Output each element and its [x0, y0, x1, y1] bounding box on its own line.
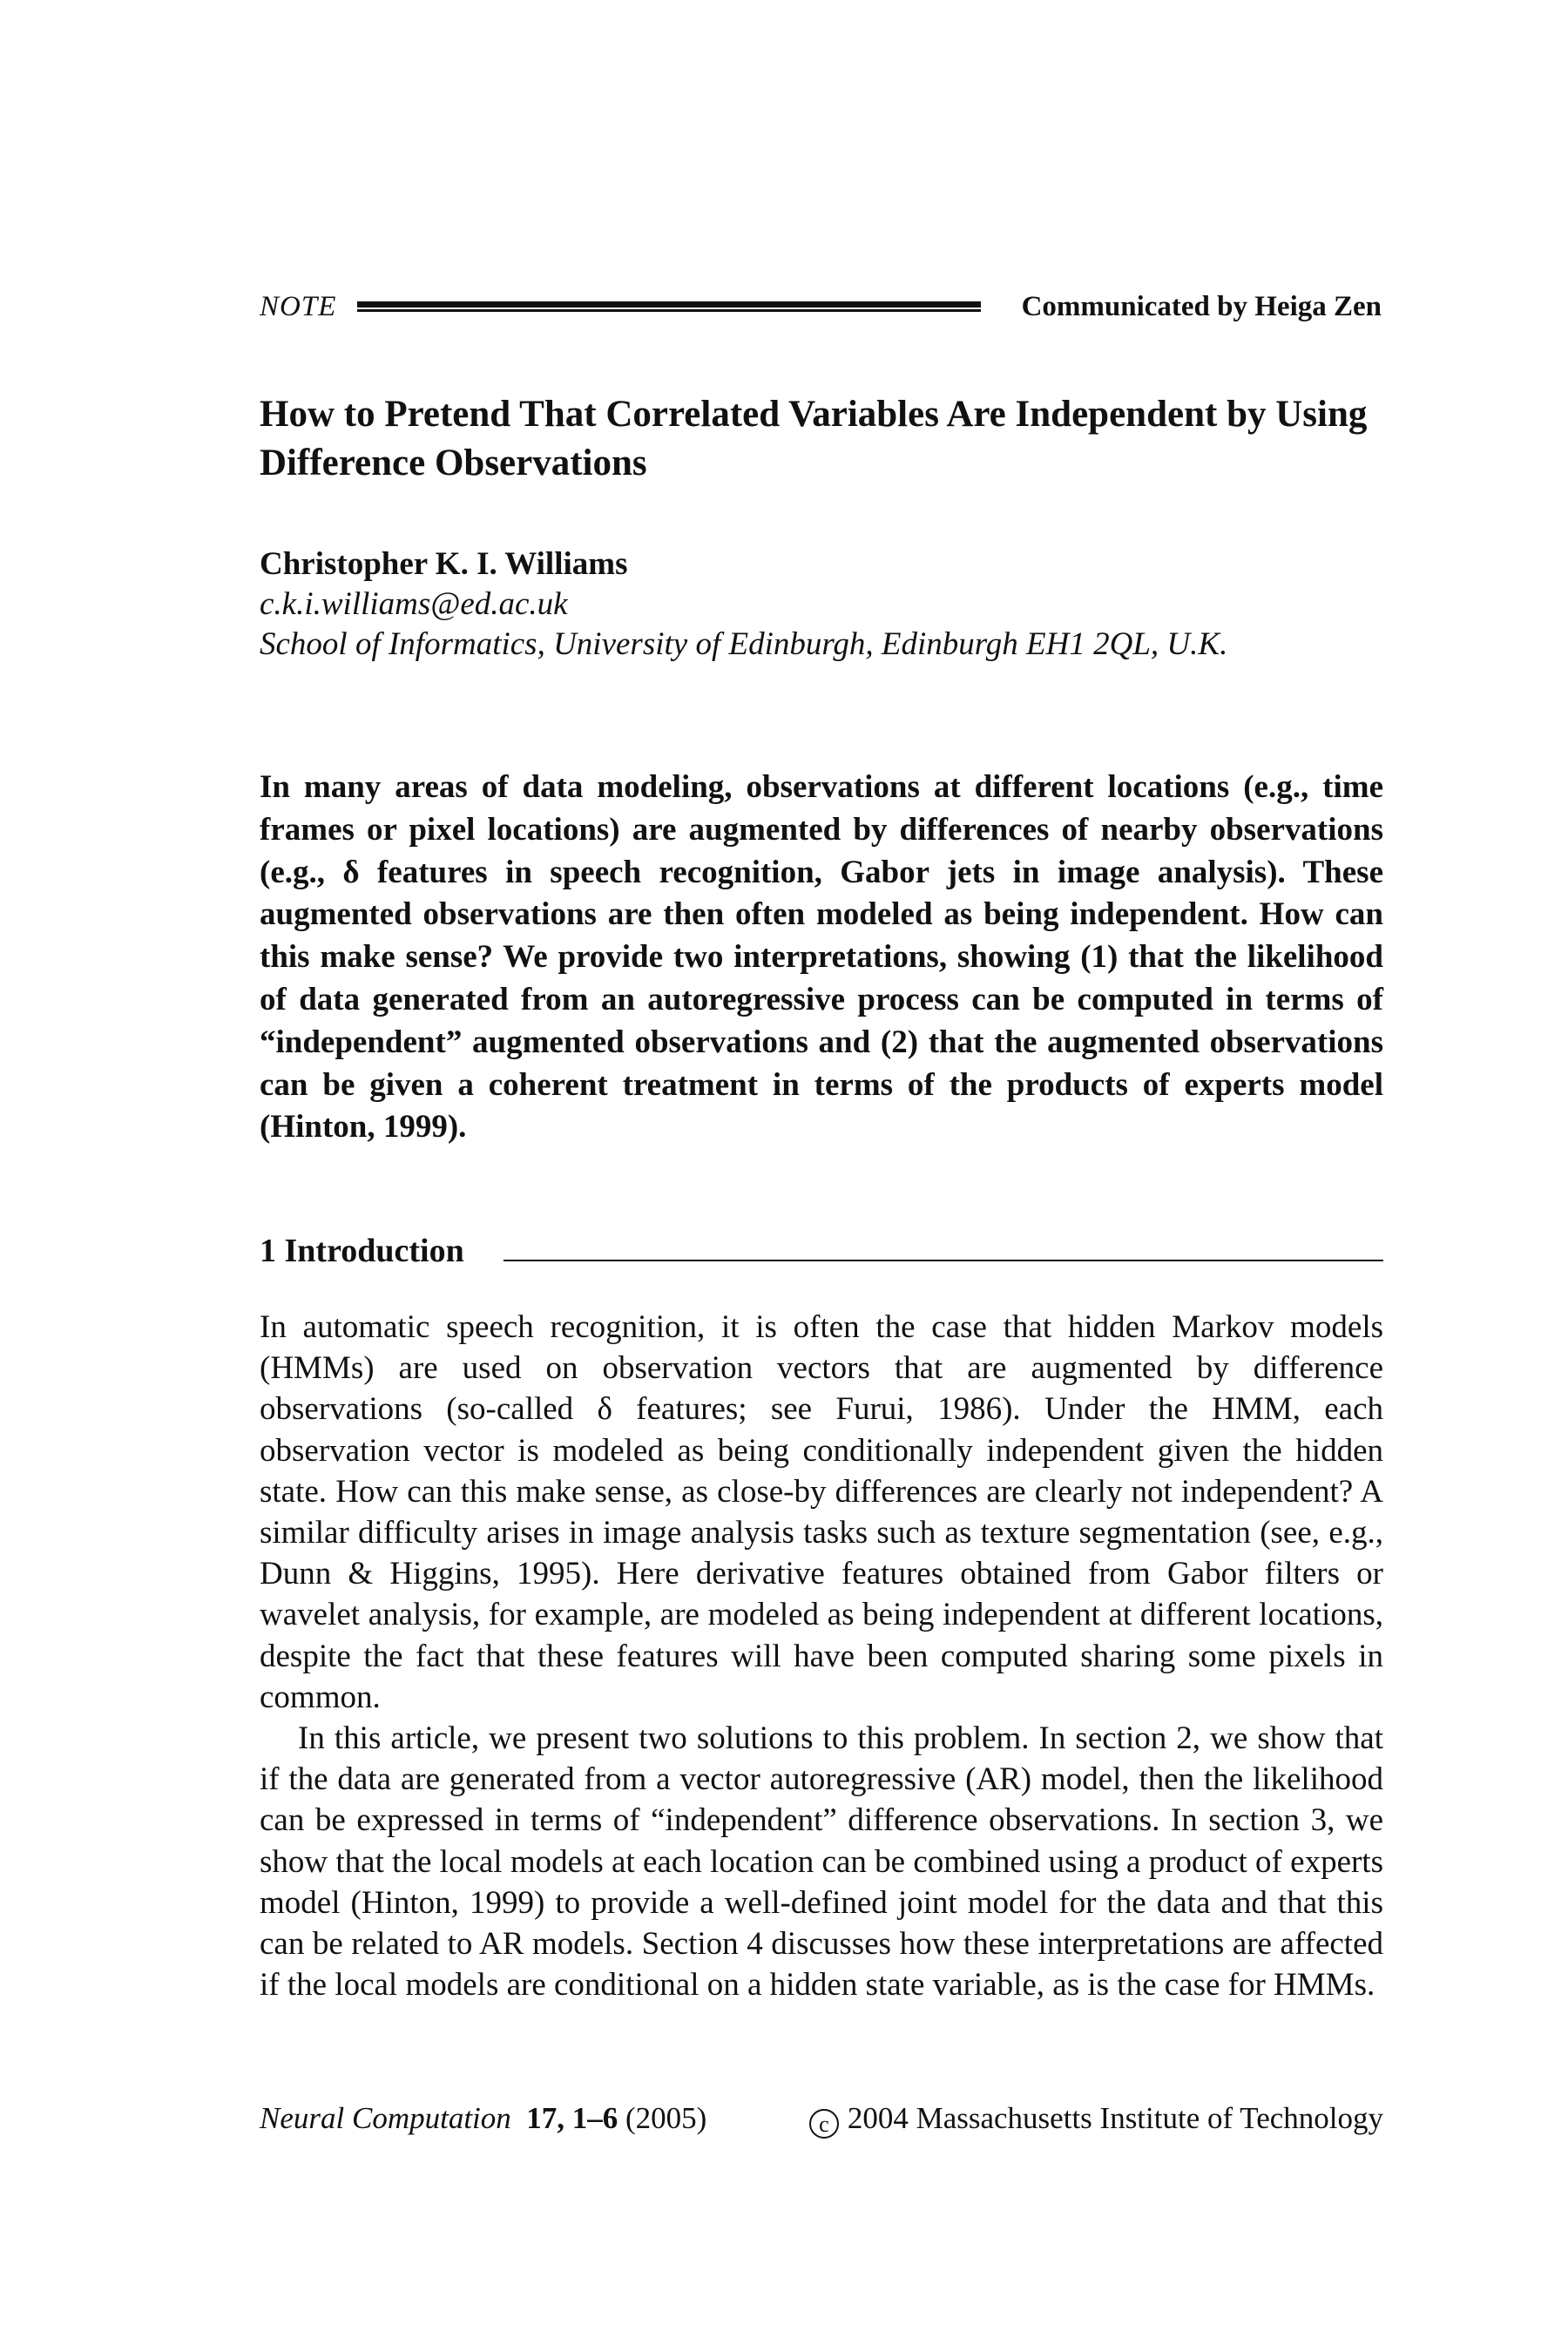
section-title: 1 Introduction — [260, 1227, 478, 1275]
page-footer — [260, 2098, 1383, 2139]
section-heading-introduction — [260, 1227, 1383, 1275]
header-rule — [357, 301, 981, 312]
page-header — [260, 287, 1382, 326]
section-rule — [504, 1260, 1383, 1261]
paper-title: How to Pretend That Correlated Variables Are Independent by Using Difference Observations — [260, 394, 1368, 483]
journal-citation — [260, 2098, 706, 2139]
copyright-icon: c — [809, 2109, 839, 2139]
author-block — [260, 544, 1383, 665]
journal-volume: 17, 1–6 — [526, 2101, 618, 2135]
body-paragraph: In this article, we present two solutions to this problem. In section 2, we show that if the data are generated from a vector autoregressive (AR) model, then the likelihood can be expressed in terms of “independent” difference observations. In section 3, we show that the local models at each location can be combined using a product of experts model (Hinton, 1999) to provide a well-defined joint model for the data and that this can be related to AR models. Section 4 discusses how these interpretations are affected if the local models are conditional on a hidden state variable, as is the case for HMMs. — [260, 1720, 1383, 2004]
abstract: In many areas of data modeling, observations at different locations (e.g., time frames or pixel locations) are augmented by differences of nearby observations (e.g., δ features in speech recognition, Gabor jets in image analysis). These augmented observations are then often modeled as being independent. How can this make sense? We provide two interpretations, showing (1) that the likelihood of data generated from an autoregressive process can be computed in terms of “independent” augmented observations and (2) that the augmented observations can be given a coherent treatment in terms of the products of experts model (Hinton, 1999). — [260, 769, 1383, 1146]
journal-name: Neural Computation — [260, 2101, 511, 2135]
author-name: Christopher K. I. Williams — [260, 546, 628, 582]
communicated-by: Communicated by Heiga Zen — [1021, 291, 1382, 322]
author-email[interactable]: c.k.i.williams@ed.ac.uk — [260, 586, 568, 622]
author-affiliation: School of Informatics, University of Edinburgh, Edinburgh EH1 2QL, U.K. — [260, 626, 1228, 662]
note-label: NOTE — [260, 291, 337, 322]
journal-year: (2005) — [625, 2101, 707, 2135]
section-body — [260, 1307, 1383, 2005]
copyright-notice — [809, 2098, 1383, 2139]
copyright-text: 2004 Massachusetts Institute of Technology — [847, 2101, 1383, 2135]
body-paragraph: In automatic speech recognition, it is often the case that hidden Markov models (HMMs) are used on observation vectors that are augmented by difference observations (so-called δ features; see Furui, 1986). Under the HMM, each observation vector is modeled as being conditionally independent given the hidden state. How can this make sense, as close-by differences are clearly not independent? A similar difficulty arises in image analysis tasks such as texture segmentation (see, e.g., Dunn & Higgins, 1995). Here derivative features obtained from Gabor filters or wavelet analysis, for example, are modeled as being independent at different locations, despite the fact that these features will have been computed sharing some pixels in common. — [260, 1309, 1383, 1715]
